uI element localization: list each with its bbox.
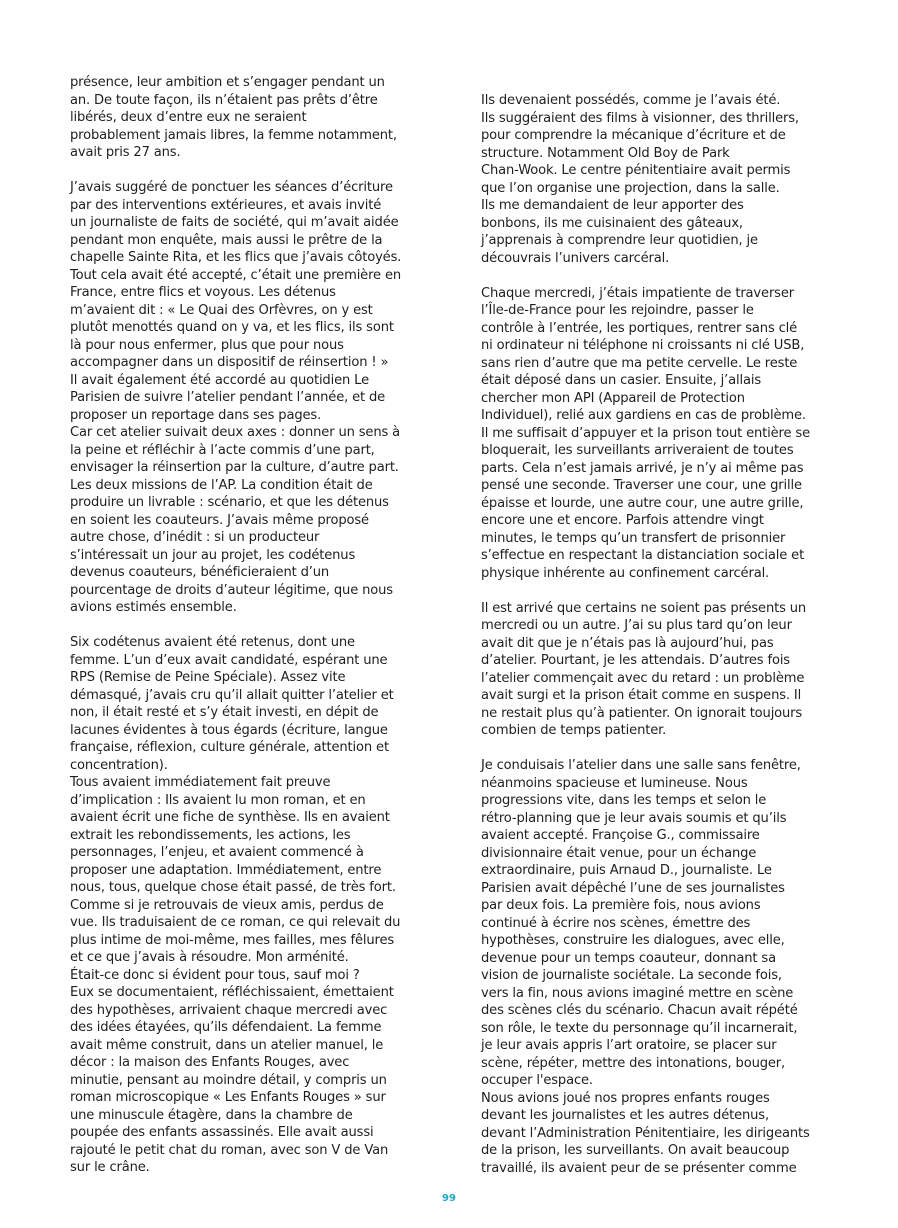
paragraph: Ils devenaient possédés, comme je l’avais été. Ils suggéraient des films à visionner, des thrillers, pour comprendre la mécanique d’écriture et de structure. Notamment Old Boy de Park Chan-Wook. Le centre pénitentiaire avait permis que l’on organise une projection, dans la salle. Ils me demandaient de leur apporter des bonbons, ils me cuisinaient des gâteaux, j’apprenais à comprendre leur quotidien, je découvrais l’univers carcéral. — [481, 93, 799, 266]
right-text-column — [481, 92, 831, 1177]
paragraph-gap — [70, 617, 420, 635]
paragraph: Chaque mercredi, j’étais impatiente de traverser l’Île-de-France pour les rejoindre, passer le contrôle à l’entrée, les portiques, rentrer sans clé ni ordinateur ni téléphone ni croissants ni clé USB, sans rien d’autre que ma petite cervelle. Le reste était déposé dans un casier. Ensuite, j’allais chercher mon API (Appareil de Protection Individuel), relié aux gardiens en cas de problème. Il me suffisait d’appuyer et la prison tout entière se bloquerait, les surveillants arriveraient de toutes parts. Cela n’est jamais arrivé, je n’y ai même pas pensé une seconde. Traverser une cour, une grille épaisse et lourde, une autre cour, une autre grille, encore une et encore. Parfois attendre vingt minutes, le temps qu’un transfert de prisonnier s’effectue en respectant la distanciation sociale et physique inhérente au confinement carcéral. — [481, 285, 810, 581]
paragraph: Six codétenus avaient été retenus, dont une femme. L’un d’eux avait candidaté, espérant une RPS (Remise de Peine Spéciale). Assez vite démasqué, j’avais cru qu’il allait quitter l’atelier et non, il était resté et s’y était investi, en dépit de lacunes évidentes à tous égards (écriture, langue française, réflexion, culture générale, attention et concentration). Tous avaient immédiatement fait preuve d’implication : Ils avaient lu mon roman, et en avaient écrit une fiche de synthèse. Ils en avaient extrait les rebondissements, les actions, les personnages, l’enjeu, et avaient commencé à proposer une adaptation. Immédiatement, entre nous, tous, quelque chose était passé, de très fort. Comme si je retrouvais de vieux amis, perdus de vue. Ils traduisaient de ce roman, ce qui relevait du plus intime de moi-même, mes failles, mes fêlures et ce que j’avais à résoudre. Mon arménité. Était-ce donc si évident pour tous, sauf moi ? Eux se documentaient, réfléchissaient, émettaient des hypothèses, arrivaient chaque mercredi avec des idées étayées, qu’ils défendaient. La femme avait même construit, dans un atelier manuel, le décor : la maison des Enfants Rouges, avec minutie, pensant au moindre détail, y compris un roman microscopique « Les Enfants Rouges » sur une minuscule étagère, dans la chambre de poupée des enfants assassinés. Elle avait aussi rajouté le petit chat du roman, avec son V de Van sur le crâne. — [70, 635, 401, 1175]
paragraph: Je conduisais l’atelier dans une salle sans fenêtre, néanmoins spacieuse et lumineuse. Nous progressions vite, dans les temps et selon le rétro-planning que je leur avais soumis et qu’ils avaient accepté. Françoise G., commissaire divisionnaire était venue, pour un échange extraordinaire, puis Arnaud D., journaliste. Le Parisien avait dépêché l’une de ses journalistes par deux fois. La première fois, nous avions continué à écrire nos scènes, émettre des hypothèses, construire les dialogues, avec elle, devenue pour un temps coauteur, donnant sa vision de journaliste sociétale. La seconde fois, vers la fin, nous avions imaginé mettre en scène des scènes clés du scénario. Chacun avait répété son rôle, le texte du personnage qu’il incarnerait, je leur avais appris l’art oratoire, se placer sur scène, répéter, mettre des intonations, bouger, occuper l'espace. Nous avions joué nos propres enfants rouges devant les journalistes et les autres détenus, devant l’Administration Pénitentiaire, les dirigeants de la prison, les surveillants. On avait beaucoup travaillé, ils avaient peur de se présenter comme — [481, 758, 810, 1176]
paragraph: J’avais suggéré de ponctuer les séances d’écriture par des interventions extérieures, et avais invité un journaliste de faits de société, qui m’avait aidée pendant mon enquête, mais aussi le prêtre de la chapelle Sainte Rita, et les flics que j’avais côtoyés. Tout cela avait été accepté, c’était une première en France, entre flics et voyous. Les détenus m’avaient dit : « Le Quai des Orfèvres, on y est plutôt menottés quand on y va, et les flics, ils sont là pour nous enfermer, plus que pour nous accompagner dans un dispositif de réinsertion ! » Il avait également été accordé au quotidien Le Parisien de suivre l’atelier pendant l’année, et de proposer un reportage dans ses pages. Car cet atelier suivait deux axes : donner un sens à la peine et réfléchir à l’acte commis d’une part, envisager la réinsertion par la culture, d’autre part. Les deux missions de l’AP. La condition était de produire un livrable : scénario, et que les détenus en soient les coauteurs. J’avais même proposé autre chose, d’inédit : si un producteur s’intéressait un jour au projet, les codétenus devenus coauteurs, bénéficieraient d’un pourcentage de droits d’auteur légitime, que nous avions estimés ensemble. — [70, 180, 402, 615]
paragraph-gap — [481, 740, 831, 758]
left-text-column — [70, 74, 420, 1177]
paragraph: présence, leur ambition et s’engager pendant un an. De toute façon, ils n’étaient pas prêts d’être libérés, deux d’entre eux ne seraient probablement jamais libres, la femme notamment, avait pris 27 ans. — [70, 75, 397, 160]
paragraph-gap — [481, 582, 831, 600]
paragraph: Il est arrivé que certains ne soient pas présents un mercredi ou un autre. J’ai su plus tard qu’on leur avait dit que je n’étais pas là aujourd’hui, pas d’atelier. Pourtant, je les attendais. D’autres fois l’atelier commençait avec du retard : un problème avait surgi et la prison était comme en suspens. Il ne restait plus qu’à patienter. On ignorait toujours combien de temps patienter. — [481, 600, 807, 738]
paragraph-gap — [70, 162, 420, 180]
paragraph-gap — [481, 267, 831, 285]
page-number: 99 — [442, 1193, 456, 1204]
